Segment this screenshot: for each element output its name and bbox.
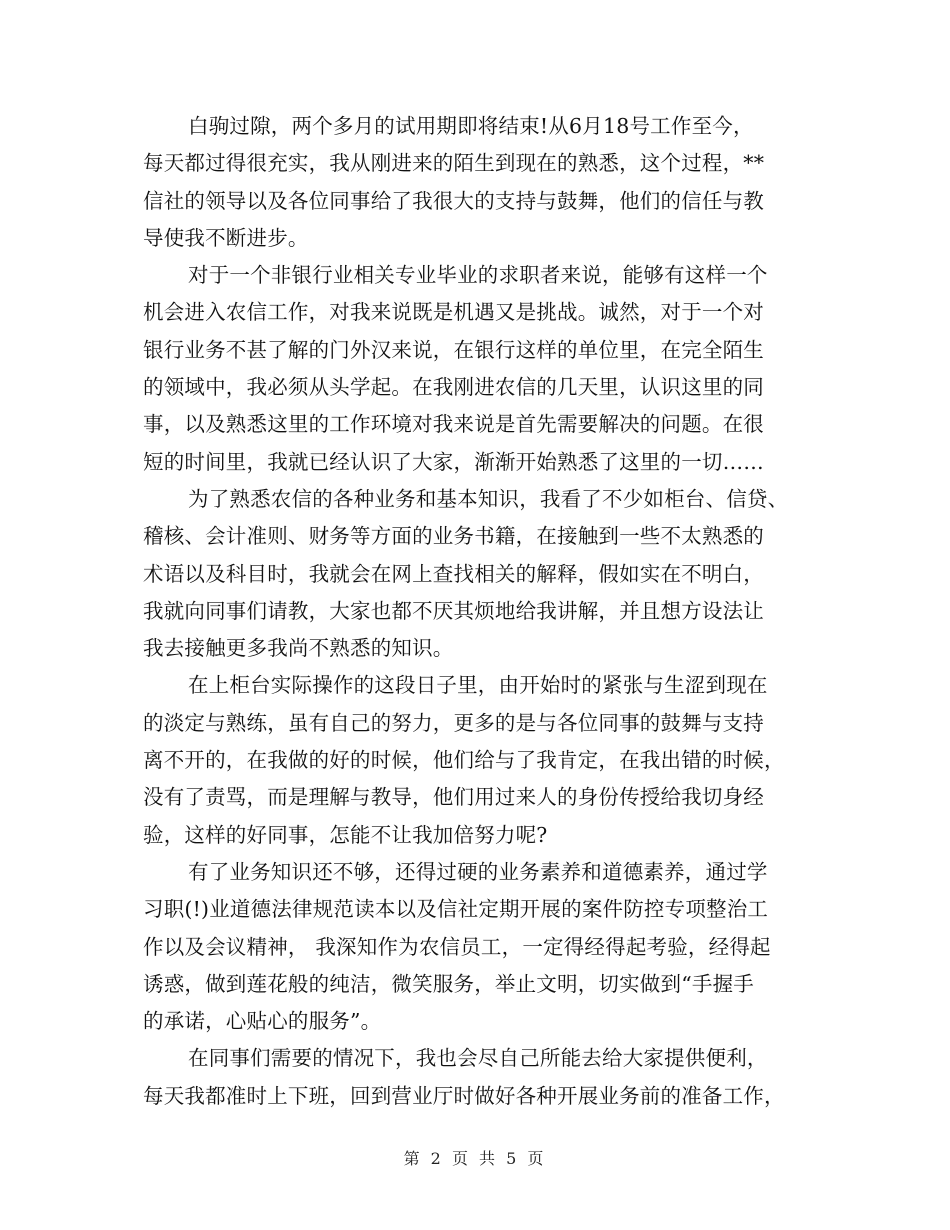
text-line: 有了业务知识还不够，还得过硬的业务素养和道德素养，通过学 bbox=[188, 859, 768, 884]
text-line: 对于一个非银行业相关专业毕业的求职者来说，能够有这样一个 bbox=[188, 263, 768, 288]
text-line: 诱惑，做到莲花般的纯洁，微笑服务，举止文明，切实做到“手握手 bbox=[143, 971, 754, 996]
text-line: 验，这样的好同事，怎能不让我加倍努力呢? bbox=[143, 822, 548, 847]
text-line: 的承诺，心贴心的服务”。 bbox=[143, 1009, 382, 1034]
text-line: 离不开的，在我做的好的时候，他们给与了我肯定，在我出错的时候， bbox=[143, 748, 785, 773]
text-line: 没有了责骂，而是理解与教导，他们用过来人的身份传授给我切身经 bbox=[143, 785, 764, 810]
text-line: 术语以及科目时，我就会在网上查找相关的解释，假如实在不明白， bbox=[143, 561, 764, 586]
text-line: 在上柜台实际操作的这段日子里，由开始时的紧张与生涩到现在 bbox=[188, 673, 768, 698]
text-line: 的领域中，我必须从头学起。在我刚进农信的几天里，认识这里的同 bbox=[143, 375, 764, 400]
text-line: 为了熟悉农信的各种业务和基本知识，我看了不少如柜台、信贷、 bbox=[188, 486, 789, 511]
text-line: 银行业务不甚了解的门外汉来说，在银行这样的单位里，在完全陌生 bbox=[143, 337, 764, 362]
page-number-footer: 第 2 页 共 5 页 bbox=[403, 1149, 547, 1168]
text-line: 在同事们需要的情况下，我也会尽自己所能去给大家提供便利， bbox=[188, 1046, 768, 1071]
text-line: 每天我都准时上下班，回到营业厅时做好各种开展业务前的准备工作， bbox=[143, 1083, 785, 1108]
text-line: 我去接触更多我尚不熟悉的知识。 bbox=[143, 636, 454, 661]
text-line: 短的时间里，我就已经认识了大家，渐渐开始熟悉了这里的一切…… bbox=[143, 449, 764, 474]
text-line: 作以及会议精神， 我深知作为农信员工，一定得经得起考验，经得起 bbox=[143, 934, 771, 959]
text-line: 事，以及熟悉这里的工作环境对我来说是首先需要解决的问题。在很 bbox=[143, 412, 764, 437]
text-line: 导使我不断进步。 bbox=[143, 225, 309, 250]
text-line: 的淡定与熟练，虽有自己的努力，更多的是与各位同事的鼓舞与支持 bbox=[143, 710, 764, 735]
document-body bbox=[143, 108, 813, 1115]
text-line: 习职(!)业道德法律规范读本以及信社定期开展的案件防控专项整治工 bbox=[143, 897, 769, 922]
text-line: 机会进入农信工作，对我来说既是机遇又是挑战。诚然，对于一个对 bbox=[143, 300, 764, 325]
text-line: 白驹过隙，两个多月的试用期即将结束!从6月18号工作至今， bbox=[188, 114, 754, 138]
text-line: 我就向同事们请教，大家也都不厌其烦地给我讲解，并且想方设法让 bbox=[143, 598, 764, 623]
text-line: 信社的领导以及各位同事给了我很大的支持与鼓舞，他们的信任与教 bbox=[143, 188, 764, 213]
text-line: 稽核、会计准则、财务等方面的业务书籍，在接触到一些不太熟悉的 bbox=[143, 524, 764, 549]
text-line: 每天都过得很充实，我从刚进来的陌生到现在的熟悉，这个过程，** bbox=[143, 151, 765, 176]
